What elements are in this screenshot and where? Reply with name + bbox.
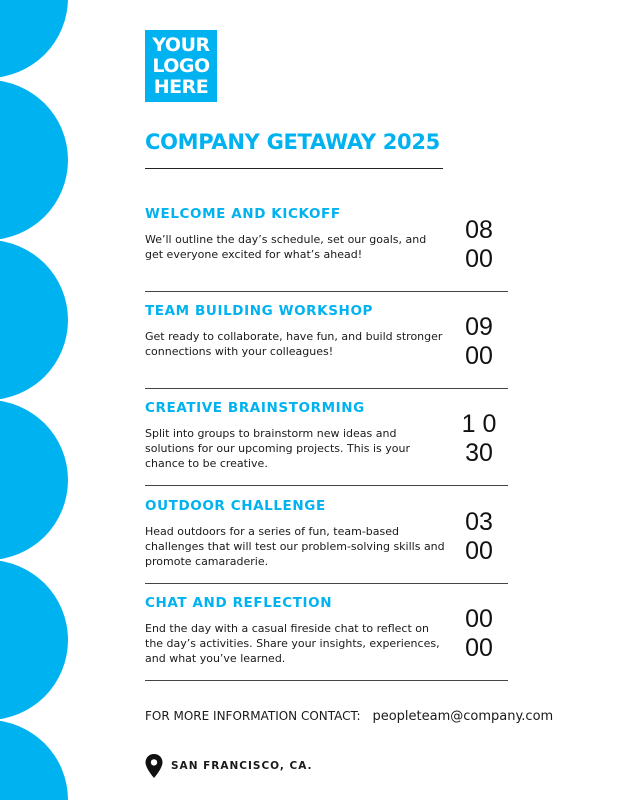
schedule-item-description: Get ready to collaborate, have fun, and build stronger connections with your colleagues! [145,330,443,358]
logo-line: YOUR [152,33,210,56]
schedule-item [145,206,508,303]
schedule-divider [145,485,508,486]
schedule-item-heading: CHAT AND REFLECTION [145,595,333,611]
schedule-item [145,595,508,692]
decorative-circle [0,400,68,560]
schedule-item-time [456,410,502,468]
schedule-time-hour: 00 [465,605,493,633]
schedule-divider [145,583,508,584]
schedule-item-description: Head outdoors for a series of fun, team-based challenges that will test our problem-solving skills and promote camaraderie. [145,525,445,568]
schedule-item-time [456,605,502,663]
schedule-time-minute: 00 [465,634,493,662]
schedule-time-hour: 09 [465,313,493,341]
schedule-time-minute: 00 [465,537,493,565]
logo-line: LOGO [152,54,210,77]
schedule-divider [145,680,508,681]
schedule-item-description: We’ll outline the day’s schedule, set our goals, and get everyone excited for what’s ahead! [145,233,427,261]
schedule-item [145,498,508,595]
logo-line: HERE [153,75,209,98]
schedule-time-hour: 1 0 [461,410,497,438]
contact-line [145,709,553,724]
schedule-divider [145,388,508,389]
schedule-item-time [456,508,502,566]
schedule-item-description: End the day with a casual fireside chat to reflect on the day’s activities. Share your insights, experiences, and what you’ve learned. [145,622,440,665]
title-divider [145,168,443,169]
schedule-item-heading: CREATIVE BRAINSTORMING [145,400,365,416]
schedule-item-time [456,313,502,371]
contact-label: FOR MORE INFORMATION CONTACT: [145,709,361,723]
schedule-item-heading: TEAM BUILDING WORKSHOP [145,303,374,319]
decorative-circle [0,240,68,400]
schedule-time-hour: 03 [465,508,493,536]
schedule-time-minute: 30 [465,439,493,467]
logo [145,30,217,102]
schedule-item-description: Split into groups to brainstorm new ideas and solutions for our upcoming projects. This is your chance to be creative. [145,427,410,470]
schedule-time-minute: 00 [465,245,493,273]
schedule-time-minute: 00 [465,342,493,370]
decorative-circle [0,720,68,800]
decorative-circle [0,80,68,240]
decorative-circles [0,0,80,800]
page-title: COMPANY GETAWAY 2025 [145,130,440,154]
location-text: SAN FRANCISCO, CA. [171,760,313,772]
schedule-item-heading: WELCOME AND KICKOFF [145,206,341,222]
schedule-item-heading: OUTDOOR CHALLENGE [145,498,326,514]
schedule-time-hour: 08 [465,216,493,244]
map-pin-icon [145,754,163,778]
schedule-item [145,303,508,400]
decorative-circle [0,0,68,78]
contact-email-link[interactable]: peopleteam@company.com [372,709,554,724]
schedule-item [145,400,508,497]
location [145,754,313,778]
decorative-circle [0,560,68,720]
schedule-item-time [456,216,502,274]
schedule-divider [145,291,508,292]
